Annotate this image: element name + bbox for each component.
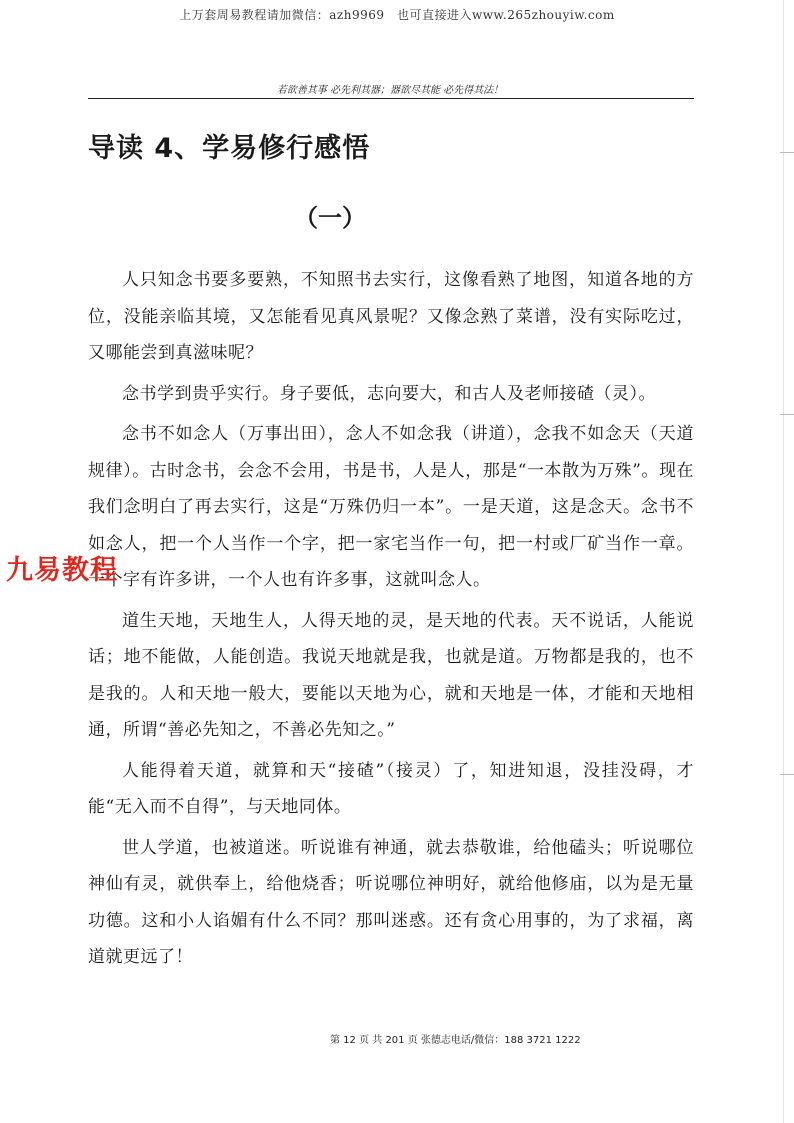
paragraph-6: 世人学道，也被道迷。听说谁有神通，就去恭敬谁，给他磕头；听说哪位神仙有灵，就供奉上，给他烧香；听说哪位神明好，就给他修庙，以为是无量功德。这和小人谄媚有什么不同？那叫迷惑。还有贪心用事的，为了求福，离道就更远了！ xyxy=(88,837,694,967)
logo-watermark: 九易教程 xyxy=(6,555,118,586)
header-motto: 若欲善其事 必先利其器；器欲尽其能 必先得其法！ xyxy=(276,85,504,96)
page-edge-line xyxy=(783,0,784,1123)
paragraph-1: 人只知念书要多要熟，不知照书去实行，这像看熟了地图，知道各地的方位，没能亲临其境，又怎能看见真风景呢？又像念熟了菜谱，没有实际吃过，又哪能尝到真滋味呢？ xyxy=(88,270,694,363)
edge-mark xyxy=(780,152,794,153)
header-divider xyxy=(88,98,694,99)
body-text xyxy=(88,262,694,980)
paragraph-3: 念书不如念人（万事出田），念人不如念我（讲道），念我不如念天（天道规律）。古时念书，会念不会用，书是书，人是人，那是“一本散为万殊”。现在我们念明白了再去实行，这是“万殊仍归一本”。一是天道，这是念天。念书不如念人，把一个人当作一个字，把一家宅当作一句，把一村或厂矿当作一章。一个字有许多讲，一个人也有许多事，这就叫念人。 xyxy=(88,424,694,590)
paragraph-5: 人能得着天道，就算和天“接碴”（接灵）了，知进知退，没挂没碍，才能“无入而不自得”，与天地同体。 xyxy=(88,760,694,817)
paragraph-4: 道生天地，天地生人，人得天地的灵，是天地的代表。天不说话，人能说话；地不能做，人能创造。我说天地就是我，也就是道。万物都是我的，也不是我的。人和天地一般大，要能以天地为心，就和天地是一体，才能和天地相通，所谓“善必先知之，不善必先知之。” xyxy=(88,610,694,740)
top-watermark-text: 上万套周易教程请加微信：azh9969 也可直接进入www.265zhouyiw.com xyxy=(179,8,615,22)
edge-mark xyxy=(780,414,794,415)
page-footer: 第 12 页 共 201 页 张德志电话/微信：188 3721 1222 xyxy=(330,1035,581,1046)
paragraph-2: 念书学到贵乎实行。身子要低，志向要大，和古人及老师接碴（灵）。 xyxy=(122,383,656,404)
chapter-title: 导读 4、学易修行感悟 xyxy=(88,133,371,164)
section-title: （一） xyxy=(294,204,366,232)
edge-mark xyxy=(780,774,794,775)
